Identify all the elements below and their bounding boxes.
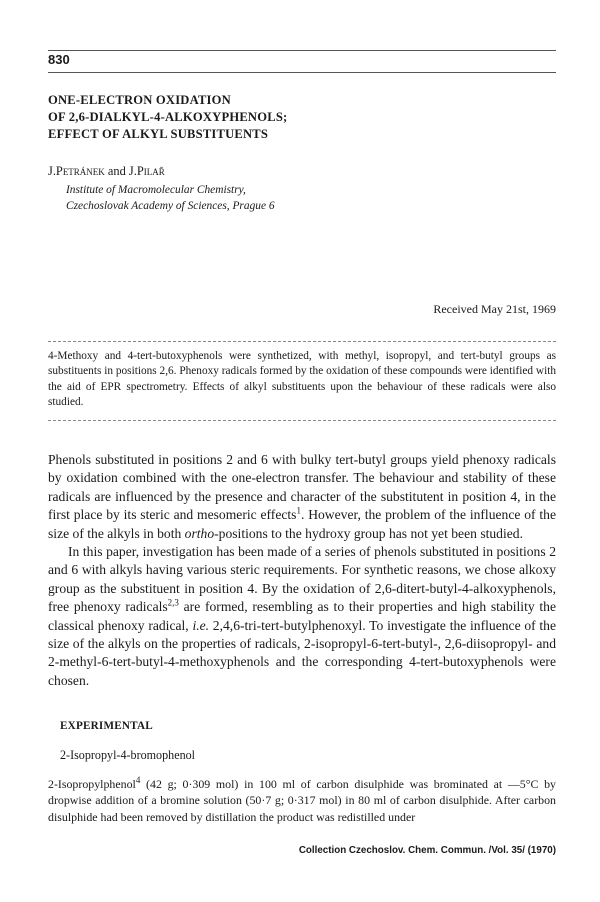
author-name: Pilař	[136, 164, 165, 178]
article-body	[48, 451, 556, 690]
paragraph	[48, 543, 556, 690]
title-line: ONE-ELECTRON OXIDATION	[48, 93, 231, 107]
text-run: . However, the problem of the influence of the size of the alkyls in both	[48, 507, 556, 541]
italic-run: ortho	[184, 525, 215, 541]
authors	[48, 164, 165, 179]
section-heading: EXPERIMENTAL	[60, 720, 153, 732]
reference-marker: 4	[135, 775, 141, 786]
abstract-top-rule	[48, 341, 556, 342]
compound-heading: 2-Isopropyl-4-bromophenol	[60, 748, 196, 762]
title-line: EFFECT OF ALKYL SUBSTITUENTS	[48, 127, 269, 141]
author-name: Petránek	[55, 164, 105, 178]
abstract: 4-Methoxy and 4-tert-butoxyphenols were synthetized, with methyl, isopropyl, and tert-butyl groups as substituents in positions 2,6. Phenoxy radicals formed by the oxidation of these compounds were identified with the aid of EPR spectrometry. Effects of alkyl substituents upon the behaviour of these radicals were also studied.	[48, 350, 556, 408]
abstract-bottom-rule	[48, 420, 556, 421]
text-run: are formed, resembling as to their properties and high stability the classical phenoxy radical,	[48, 599, 556, 633]
top-rule	[48, 50, 556, 51]
affiliation-line: Czechoslovak Academy of Sciences, Prague 6	[66, 200, 275, 212]
affiliation	[66, 182, 275, 214]
text-run: Phenols substituted in positions 2 and 6 with bulky tert-butyl groups yield phenoxy radicals by oxidation combined with the one-electron transfer. The behaviour and stability of these radicals are influenced by the presence and character of the substitutent in position 4, in the first place by its steric and mesomeric effects	[48, 452, 556, 523]
journal-footer: Collection Czechoslov. Chem. Commun. /Vol. 35/ (1970)	[298, 845, 556, 856]
title-line: OF 2,6-DIALKYL-4-ALKOXYPHENOLS;	[48, 110, 288, 124]
paragraph	[48, 451, 556, 543]
reference-marker: 2,3	[167, 597, 179, 608]
author-conjunction: and	[104, 164, 129, 178]
page-number: 830	[48, 52, 70, 67]
author-initial: J.	[128, 164, 137, 178]
header-rule	[48, 72, 556, 73]
affiliation-line: Institute of Macromolecular Chemistry,	[66, 184, 246, 196]
received-date: Received May 21st, 1969	[433, 302, 556, 316]
text-run: -positions to the hydroxy group has not yet been studied.	[214, 525, 523, 541]
text-run: In this paper, investigation has been made of a series of phenols substituted in positions 2 and 6 with alkyls having various steric requirements. For synthetic reasons, we chose alkoxy group as the substituent in position 4. By the oxidation of 2,6-ditert-butyl-4-alkoxyphenols, free phenoxy radicals	[48, 544, 556, 615]
article-title	[48, 92, 287, 143]
author-initial: J.	[48, 164, 56, 178]
reference-marker: 1	[296, 505, 301, 516]
text-run: (42 g; 0·309 mol) in 100 ml of carbon disulphide was brominated at —5°C by dropwise addition of a bromine solution (50·7 g; 0·317 mol) in 80 ml of carbon disulphide. After carbon disulphide had been removed by distillation the product was redistilled under	[48, 777, 556, 824]
text-run: 2-Isopropylphenol	[48, 777, 136, 791]
italic-run: i.e.	[192, 617, 210, 633]
experimental-text	[48, 776, 556, 825]
text-run: 2,4,6-tri-tert-butylphenoxyl. To investigate the influence of the size of the alkyls on the properties of radicals, 2-isopropyl-6-tert-butyl-, 2,6-diisopropyl- and 2-methyl-6-tert-butyl-4-methoxyphenols and the corresponding 4-tert-butoxyphenols were chosen.	[48, 617, 557, 688]
